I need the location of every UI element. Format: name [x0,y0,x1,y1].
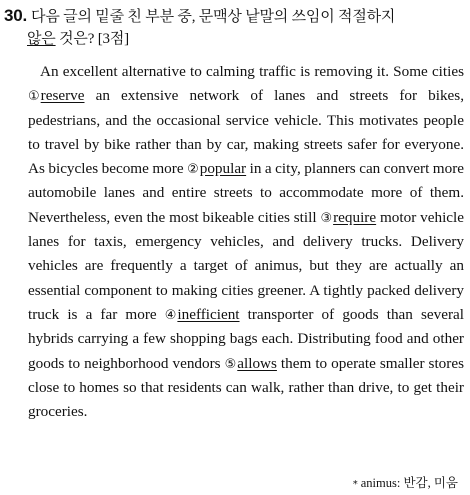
choice-3[interactable] [320,209,376,226]
passage-segment-6: them to operate smaller stores close to homes so that residents can walk, rather than drive, to get their groceries. [28,354,464,421]
passage-segment-5: transporter of goods than several hybrids carrying a few shopping bags each. Distributing food and other goods to neighborhood vendors [28,305,464,372]
choice-1[interactable] [28,87,85,104]
passage-segment-1: An excellent alternative to calming traffic is removing it. Some cities [40,63,464,80]
question-prompt-end: 것은? [3점] [55,31,129,47]
choice-4-marker: ④ [164,307,177,323]
choice-5-word: allows [237,354,277,372]
choice-1-marker: ① [28,89,40,105]
passage-segment-4: motor vehicle lanes for taxis, emergency vehicles, and delivery trucks. Delivery vehicles are frequently a target of animus, but they are actually an essential component to making cities greener. A tightly packed delivery truck is a far more [28,208,464,323]
choice-3-word: require [333,208,377,226]
footnote-text: animus: 반감, 미움 [360,476,458,490]
choice-1-word: reserve [40,87,85,105]
passage-segment-2: an extensive network of lanes and streets for bikes, pedestrians, and the occasional service vehicle. This motivates people to travel by bike rather than by car, making streets safer for everyone. As bicycles become more [28,87,464,178]
question-prompt: 다음 글의 밑줄 친 부분 중, 문맥상 낱말의 쓰임이 적절하지 [31,9,396,25]
choice-2-marker: ② [187,162,199,178]
passage-segment-3: in a city, planners can convert more automobile lanes and entire streets to accommodate more of them. Nevertheless, even the most bikeable cities still [28,160,465,226]
footnote [353,475,458,493]
choice-3-marker: ③ [320,210,333,226]
question-prompt-line2 [4,28,464,50]
question-prompt-underlined: 않은 [27,31,56,47]
footnote-marker: * [352,479,358,490]
question-header [4,5,464,50]
choice-2[interactable] [187,160,246,177]
choice-5[interactable] [225,355,277,372]
choice-5-marker: ⑤ [224,356,237,372]
choice-4[interactable] [165,306,240,323]
reading-passage [28,60,464,424]
question-number: 30. [4,6,28,25]
choice-2-word: popular [199,160,247,178]
choice-4-word: inefficient [177,305,240,323]
